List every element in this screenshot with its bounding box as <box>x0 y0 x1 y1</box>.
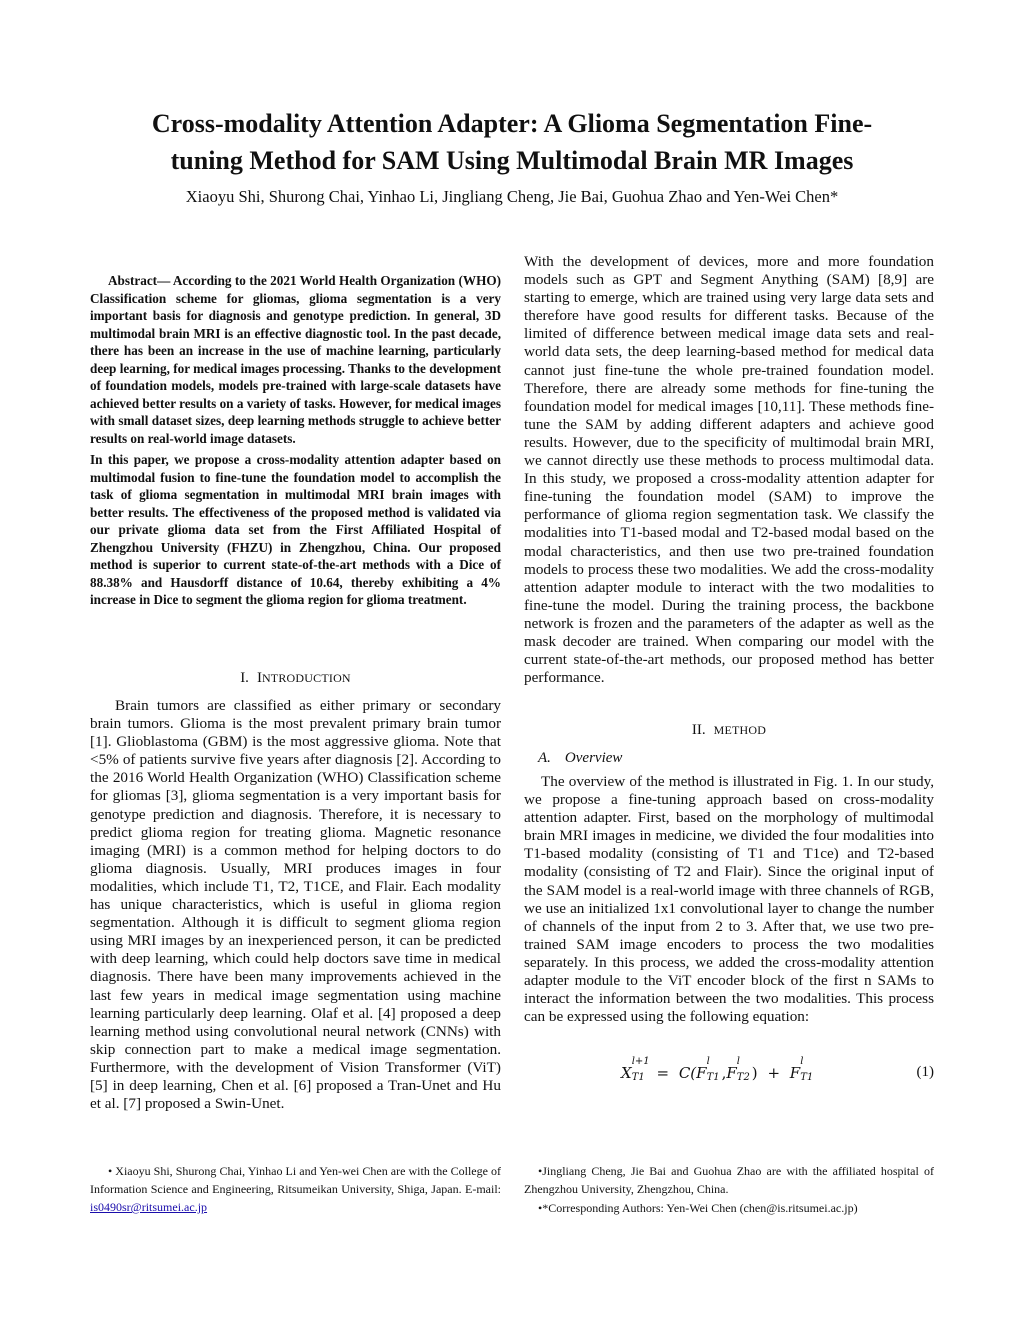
footnote-right-1: •Jingliang Cheng, Jie Bai and Guohua Zhao are with the affiliated hospital of Zhengzhou University, Zhengzhou, China. <box>524 1164 934 1196</box>
eq-arg2-sub: T2 <box>736 1072 750 1083</box>
abstract-label: Abstract— <box>108 273 173 288</box>
eq-arg1: F <box>696 1064 707 1082</box>
abstract-paragraph-2: In this paper, we propose a cross-modality attention adapter based on multimodal fusion to fine-tune the foundation model to accomplish the task of glioma segmentation in multimodal MRI brain images with better results. The effectiveness of the proposed method is validated via our private glioma data set from the First Affiliated Hospital of Zhengzhou University (FHZU) in Zhengzhou, China. Our proposed method is superior to current state-of-the-art methods with a Dice of 88.38% and Hausdorff distance of 10.64, thereby exhibiting a 4% increase in Dice to segment the glioma region for glioma treatment. <box>90 452 501 607</box>
section-title-rest: NTRODUCTION <box>261 671 351 685</box>
subsection-number: A. <box>538 750 551 766</box>
eq-arg2: F <box>726 1064 737 1082</box>
eq-equals: = <box>656 1064 670 1082</box>
section-number: II. <box>691 722 706 738</box>
eq-arg3-sub: T1 <box>800 1072 814 1083</box>
eq-lhs: X <box>621 1064 632 1082</box>
section-heading-introduction <box>90 668 501 688</box>
abstract-paragraph-1 <box>90 272 501 447</box>
method-overview-body <box>524 773 934 1026</box>
eq-lhs-sub: T1 <box>631 1072 645 1083</box>
eq-arg2-sup: l <box>736 1056 740 1067</box>
introduction-paragraph: Brain tumors are classified as either primary or secondary brain tumors. Glioma is the most prevalent primary brain tumor [1]. Glioblastoma (GBM) is the most aggressive glioma. Note that <5% of patients survive five years after diagnosis [2]. According to the 2016 World Health Organization (WHO) Classification scheme for gliomas [3], glioma segmentation is a very important basis for genotype prediction and diagnosis. Therefore, it is necessary to predict glioma region for treating glioma. Magnetic resonance imaging (MRI) is a common method for helping doctors to do glioma diagnosis. Usually, MRI produces images in four modalities, which include T1, T2, T1CE, and Flair. Each modality has unique characteristics, which is useful in glioma region segmentation. Although it is difficult to segment glioma region using MRI images by an inexperienced person, it can be predicted with deep learning, which could help doctors save time in medical diagnosis. There have been many improvements achieved in the last few years in medical image segmentation using machine learning particularly deep learning. Olaf et al. [4] proposed a deep learning method using convolutional neural network (CNNs) with skip connection part to make a medical image segmentation. Furthermore, with the development of Vision Transformer (ViT) [5] in deep learning, Chen et al. [6] proposed a Tran-Unet and Hu et al. [7] proposed a Swin-Unet. <box>90 697 501 1113</box>
footnote-left <box>90 1162 501 1216</box>
abstract <box>90 272 501 609</box>
subsection-title: Overview <box>564 750 623 766</box>
footnote-affiliation-text: Xiaoyu Shi, Shurong Chai, Yinhao Li and Yen-wei Chen are with the College of Information Science and Engineering, Ritsumeikan University, Shiga, Japan. E-mail: <box>90 1164 502 1196</box>
section-title-first-letter: I <box>256 670 262 686</box>
footnote-bullet: • <box>108 1164 113 1178</box>
introduction-paragraph-2: With the development of devices, more and more foundation models such as GPT and Segment Anything (SAM) [8,9] are starting to emerge, which are trained using very large data sets and therefore have good results for different tasks. Because of the limited of difference between medical image data sets and real-world data sets, the deep learning-based method for medical data cannot just fine-tune the whole pre-trained foundation model. Therefore, there are already some methods for fine-tuning the foundation model for medical images [10,11]. These methods fine-tune the SAM by adding different adapters and achieve good results. However, due to the specificity of multimodal brain MRI, we cannot directly use these methods to process multimodal data. In this study, we proposed a cross-modality attention adapter for fine-tuning the foundation model (SAM) to improve the performance of glioma region segmentation task. We classify the modalities into T1-based modal and T2-based modal based on the modal characteristics, and then use two pre-trained foundation models to process these two modalities. We add the cross-modality attention adapter module to interact with the two modalities to fine-tune the model. During the training process, the backbone network is frozen and the parameters of the adapter as well as the mask decoder are trained. When comparing our model with the current state-of-the-art methods, our proposed method has better performance. <box>524 253 934 687</box>
footnote-right-2: •*Corresponding Authors: Yen-Wei Chen (chen@is.ritsumei.ac.jp) <box>538 1201 858 1215</box>
eq-arg3: F <box>789 1064 801 1082</box>
section-heading-method <box>524 720 934 740</box>
method-overview-paragraph: The overview of the method is illustrated in Fig. 1. In our study, we propose a fine-tuning approach based on cross-modality attention adapter. First, based on the morphology of multimodal brain MRI images in medicine, we divided the four modalities into T1-based modality (consisting of T1 and T1ce) and T2-based modality (consisting of T2 and Flair). Since the original input of the SAM model is a real-world image with three channels of RGB, we use an initialized 1x1 convolutional layer to change the number of channels of the input from 2 to 3. After that, we use two pre-trained SAM image encoders to process the two modalities separately. In this process, we added the cross-modality attention adapter module to the ViT encoder block of the first n SAMs to interact the information between the two modalities. This process can be expressed using the following equation: <box>524 773 934 1026</box>
eq-arg3-sup: l <box>800 1056 804 1067</box>
equation-expression <box>621 1056 814 1083</box>
title-line-2: tuning Method for SAM Using Multimodal Brain MR Images <box>170 146 854 175</box>
eq-lhs-sup: l+1 <box>631 1056 650 1067</box>
introduction-body <box>90 697 501 1113</box>
subsection-heading-overview <box>538 748 622 768</box>
title-line-1: Cross-modality Attention Adapter: A Glioma Segmentation Fine- <box>151 109 873 138</box>
equation-1 <box>524 1056 934 1086</box>
introduction-continued <box>524 253 934 687</box>
abstract-text-1: According to the 2021 World Health Organization (WHO) Classification scheme for gliomas, glioma segmentation is a very important basis for diagnosis and genotype prediction. In general, 3D multimodal brain MRI is an effective diagnostic tool. In the past decade, there has been an increase in the use of machine learning, particularly deep learning, for medical images processing. Thanks to the development of foundation models, models pre-trained with large-scale datasets have achieved better results on a variety of tasks. However, for medical images with small dataset sizes, deep learning methods struggle to achieve better results on real-world image datasets. <box>90 273 501 446</box>
email-link[interactable]: is0490sr@ritsumei.ac.jp <box>90 1200 208 1214</box>
section-title: METHOD <box>713 723 767 737</box>
author-list: Xiaoyu Shi, Shurong Chai, Yinhao Li, Jingliang Cheng, Jie Bai, Guohua Zhao and Yen-Wei Chen* <box>185 187 839 206</box>
eq-plus: + <box>767 1064 781 1082</box>
paper-title <box>70 105 954 179</box>
section-number: I. <box>240 670 249 686</box>
eq-func: C( <box>678 1064 697 1082</box>
equation-number: (1) <box>916 1064 934 1080</box>
eq-close: ) <box>751 1064 758 1082</box>
eq-arg1-sub: T1 <box>706 1072 720 1083</box>
eq-comma: , <box>721 1064 727 1082</box>
eq-arg1-sup: l <box>706 1056 710 1067</box>
